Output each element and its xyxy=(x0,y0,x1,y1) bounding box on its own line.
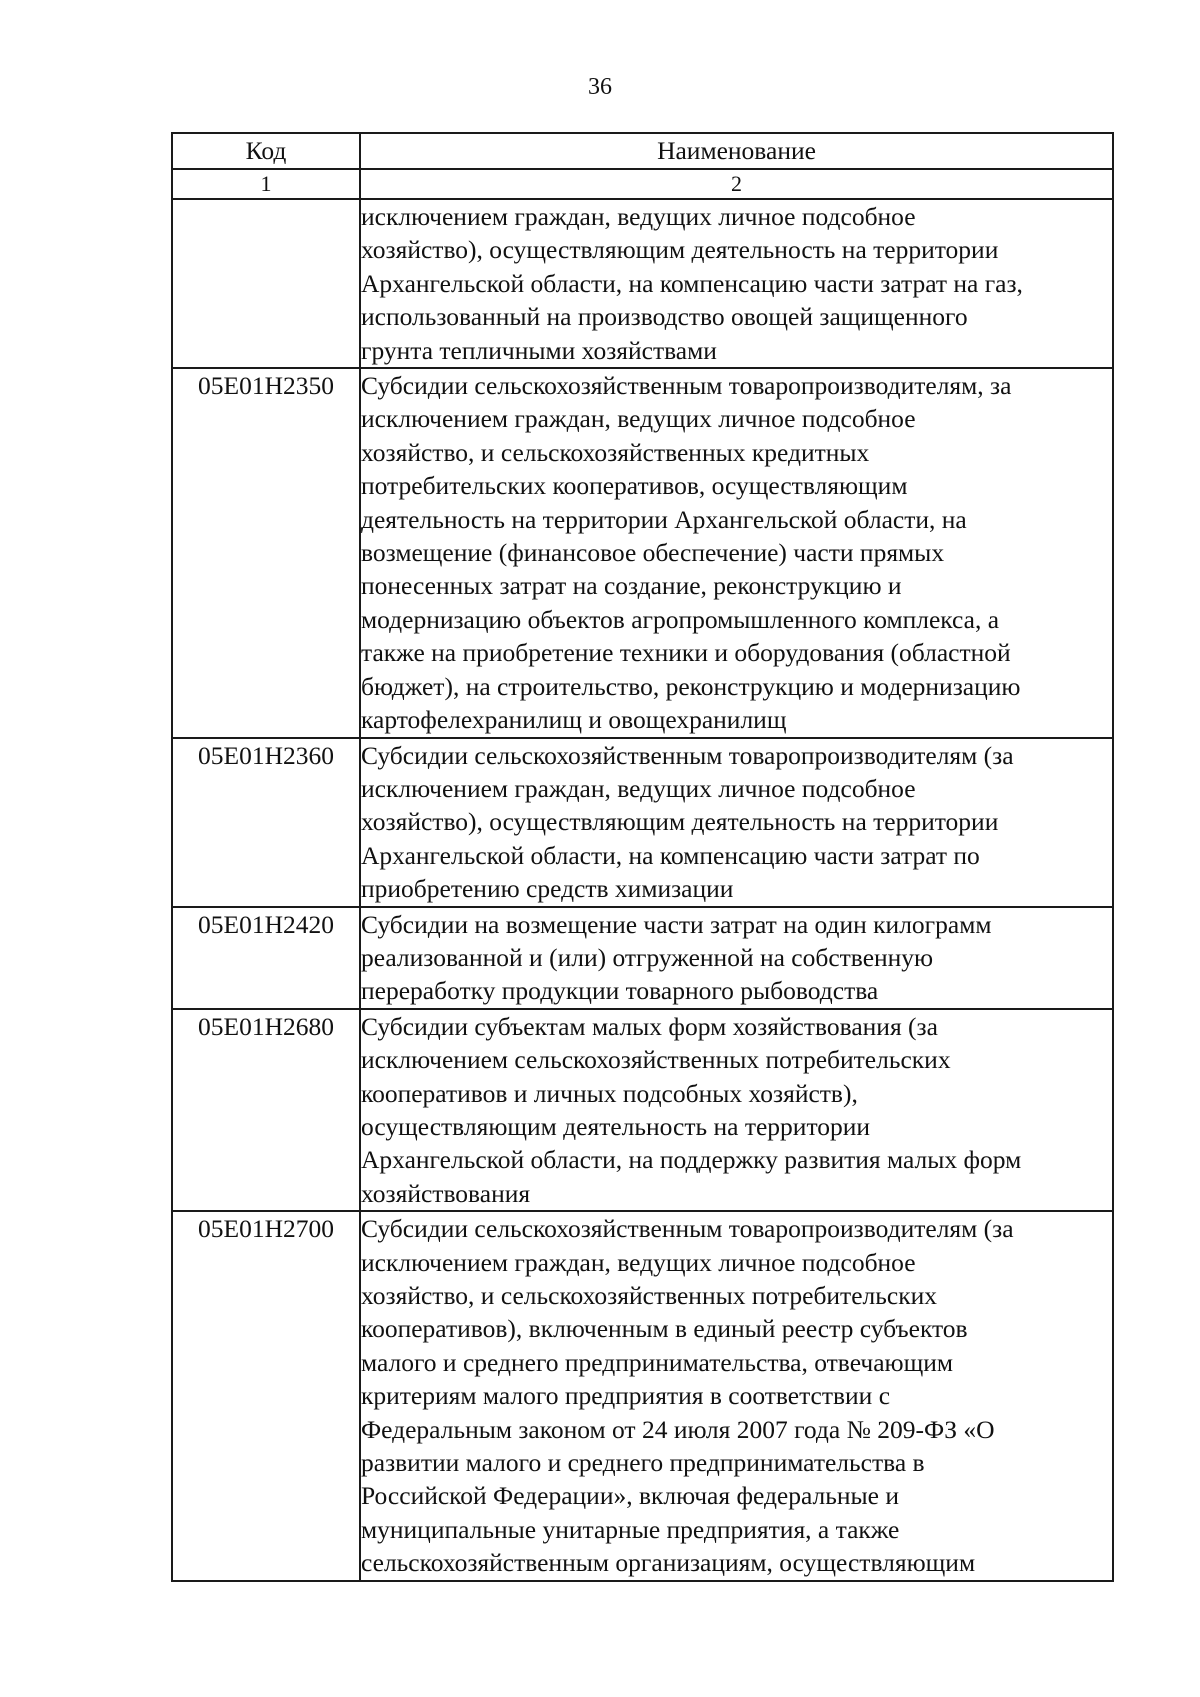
row-name: Субсидии субъектам малых форм хозяйствования (за исключением сельскохозяйственных потребительских кооперативов и личных подсобных хозяйств), осуществляющим деятельность на территории Архангельской области, на поддержку развития малых форм хозяйствования xyxy=(360,1009,1113,1211)
row-code: 05Е01Н2700 xyxy=(172,1211,360,1580)
header-code: Код xyxy=(172,133,360,169)
row-name: Субсидии сельскохозяйственным товаропроизводителям, за исключением граждан, ведущих личное подсобное хозяйство, и сельскохозяйственных кредитных потребительских кооперативов, осуществляющим деятельность на территории Архангельской области, на возмещение (финансовое обеспечение) части прямых понесенных затрат на создание, реконструкцию и модернизацию объектов агропромышленного комплекса, а также на приобретение техники и оборудования (областной бюджет), на строительство, реконструкцию и модернизацию картофелехранилищ и овощехранилищ xyxy=(360,368,1113,737)
row-code: 05Е01Н2420 xyxy=(172,907,360,1009)
column-number-row xyxy=(172,169,1113,199)
table-row xyxy=(172,907,1113,1009)
row-code: 05Е01Н2360 xyxy=(172,738,360,907)
table-row xyxy=(172,368,1113,737)
row-name: исключением граждан, ведущих личное подсобное хозяйство), осуществляющим деятельность на территории Архангельской области, на компенсацию части затрат на газ, использованный на производство овощей защищенного грунта тепличными хозяйствами xyxy=(360,199,1113,368)
table-row xyxy=(172,738,1113,907)
row-name: Субсидии сельскохозяйственным товаропроизводителям (за исключением граждан, ведущих личное подсобное хозяйство), осуществляющим деятельность на территории Архангельской области, на компенсацию части затрат по приобретению средств химизации xyxy=(360,738,1113,907)
row-code: 05Е01Н2350 xyxy=(172,368,360,737)
row-code: 05Е01Н2680 xyxy=(172,1009,360,1211)
table-row xyxy=(172,1211,1113,1580)
budget-code-table xyxy=(171,132,1114,1582)
table-header-row xyxy=(172,133,1113,169)
header-name: Наименование xyxy=(360,133,1113,169)
table-row xyxy=(172,199,1113,368)
column-number-1: 1 xyxy=(172,169,360,199)
row-code xyxy=(172,199,360,368)
column-number-2: 2 xyxy=(360,169,1113,199)
table-row xyxy=(172,1009,1113,1211)
page-number: 36 xyxy=(588,74,612,100)
row-name: Субсидии сельскохозяйственным товаропроизводителям (за исключением граждан, ведущих личное подсобное хозяйство, и сельскохозяйственных потребительских кооперативов), включенным в единый реестр субъектов малого и среднего предпринимательства, отвечающим критериям малого предприятия в соответствии с Федеральным законом от 24 июля 2007 года № 209-ФЗ «О развитии малого и среднего предпринимательства в Российской Федерации», включая федеральные и муниципальные унитарные предприятия, а также сельскохозяйственным организациям, осуществляющим xyxy=(360,1211,1113,1580)
row-name: Субсидии на возмещение части затрат на один килограмм реализованной и (или) отгруженной на собственную переработку продукции товарного рыбоводства xyxy=(360,907,1113,1009)
